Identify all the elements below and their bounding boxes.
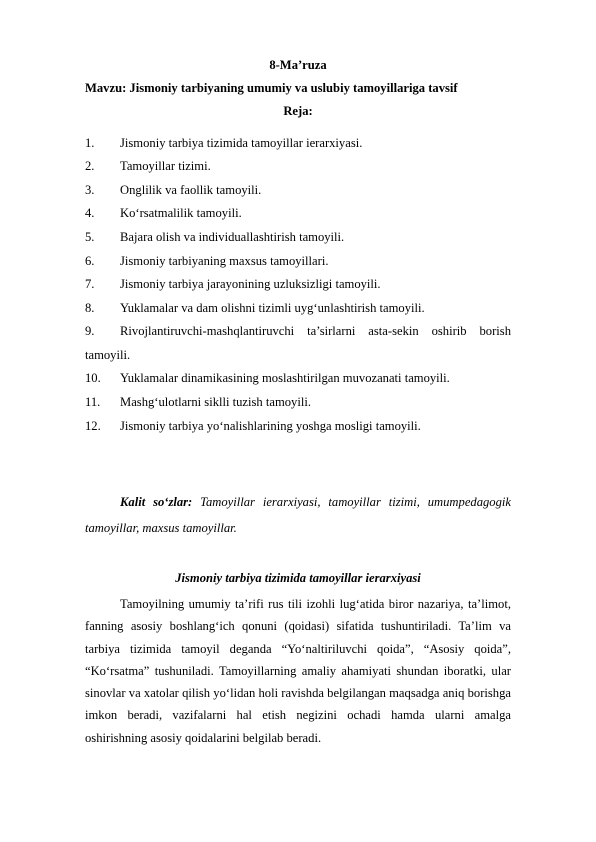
list-item-number: 2. <box>85 159 95 173</box>
list-item-number: 5. <box>85 230 95 244</box>
list-item-text: Onglilik va faollik tamoyili. <box>120 183 262 197</box>
list-item-text: Tamoyillar tizimi. <box>120 159 211 173</box>
list-item-number: 12. <box>85 419 101 433</box>
paragraph-text: Tamoyilning umumiy ta’rifi rus tili izohli lug‘atida biror nazariya, ta’limot, fanning asosiy boshlang‘ich qonuni (qoidasi) sifatida tushuntiriladi. Ta’lim va tarbiya tizimida tamoyil deganda “Yo‘naltiriluvchi qoida”, “Asosiy qoida”, “Ko‘rsatma” tushuniladi. Tamoyillarning amaliy ahamiyati shundan iboratki, ular sinovlar va xatolar qilish yo‘lidan holi ravishda belgilangan maqsadga aniq borishga imkon beradi, vazifalarni hal etish negizini ochadi hamda ularni amalga oshirishning asosiy qoidalarini belgilab beradi. <box>85 597 511 745</box>
lecture-title: 8-Ma’ruza <box>269 58 327 72</box>
plan-label: Reja: <box>283 104 313 118</box>
section-heading: Jismoniy tarbiya tizimida tamoyillar ierarxiyasi <box>175 571 421 585</box>
list-item-number: 1. <box>85 136 95 150</box>
keywords-text: Tamoyillar ierarxiyasi, tamoyillar tizimi, umumpedagogik <box>200 495 511 509</box>
list-item-number: 3. <box>85 183 95 197</box>
list-item-text: Rivojlantiruvchi-mashqlantiruvchi ta’sirlarni asta-sekin oshirib borish <box>120 324 511 338</box>
keywords-line-2: tamoyillar, maxsus tamoyillar. <box>85 521 237 535</box>
list-item-number: 11. <box>85 395 101 409</box>
list-item-text: Mashg‘ulotlarni siklli tuzish tamoyili. <box>120 395 311 409</box>
list-item-number: 4. <box>85 206 95 220</box>
list-item-number: 10. <box>85 371 101 385</box>
list-item-text: Bajara olish va individuallashtirish tamoyili. <box>120 230 345 244</box>
list-item-number: 9. <box>85 324 95 338</box>
list-item-text: Ko‘rsatmalilik tamoyili. <box>120 206 242 220</box>
list-item-number: 8. <box>85 301 95 315</box>
list-item-text: Jismoniy tarbiya tizimida tamoyillar ierarxiyasi. <box>120 136 363 150</box>
list-item-number: 7. <box>85 277 95 291</box>
keywords-line-1 <box>120 494 511 510</box>
list-item-text: Yuklamalar dinamikasining moslashtirilgan muvozanati tamoyili. <box>120 371 450 385</box>
list-item-text: Jismoniy tarbiya jarayonining uzluksizligi tamoyili. <box>120 277 381 291</box>
list-item-text: Yuklamalar va dam olishni tizimli uyg‘unlashtirish tamoyili. <box>120 301 425 315</box>
list-item-text: Jismoniy tarbiya yo‘nalishlarining yoshga mosligi tamoyili. <box>120 419 421 433</box>
topic-line: Mavzu: Jismoniy tarbiyaning umumiy va uslubiy tamoyillariga tavsif <box>85 81 458 95</box>
body-paragraph <box>85 593 511 749</box>
list-item-number: 6. <box>85 254 95 268</box>
keywords-label: Kalit so‘zlar: <box>120 495 193 509</box>
list-item-continuation: tamoyili. <box>85 348 131 362</box>
list-item-text: Jismoniy tarbiyaning maxsus tamoyillari. <box>120 254 329 268</box>
